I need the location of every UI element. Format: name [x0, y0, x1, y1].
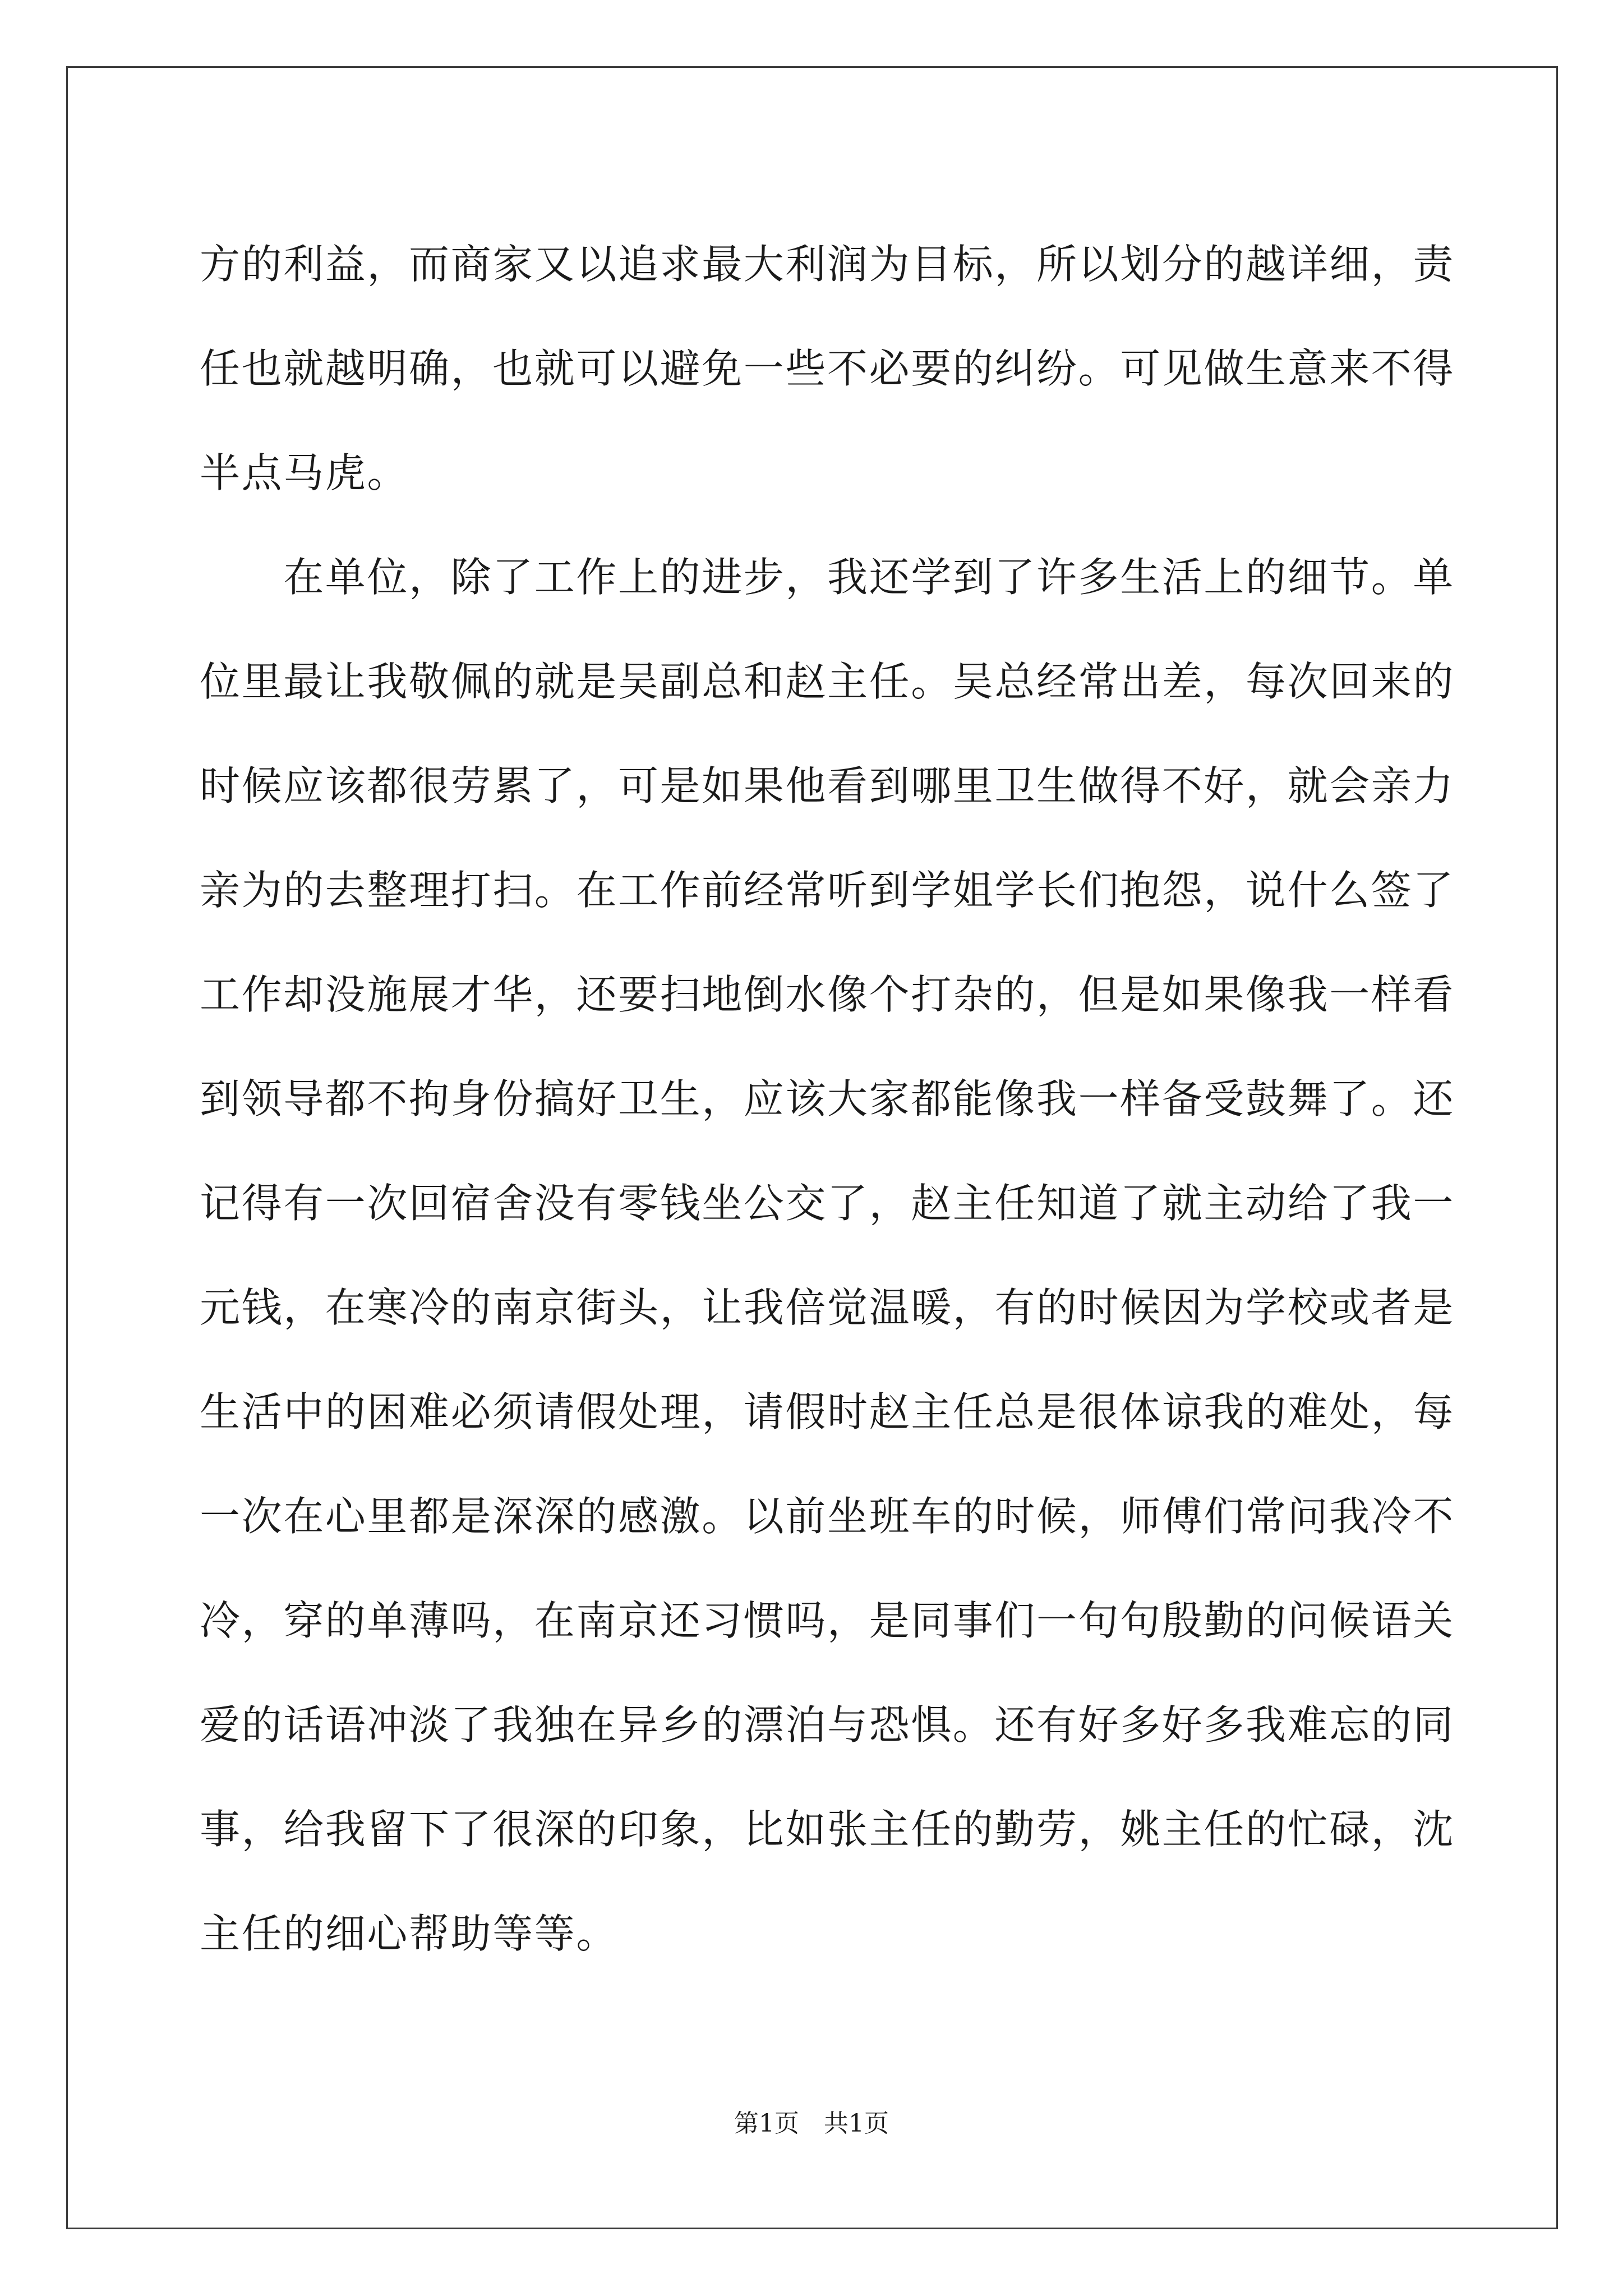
text-line: 记得有一次回宿舍没有零钱坐公交了，赵主任知道了就主动给了我一 [200, 1180, 1455, 1227]
text-line: 到领导都不拘身份搞好卫生，应该大家都能像我一样备受鼓舞了。还 [200, 1075, 1455, 1122]
document-body [200, 212, 1455, 1986]
text-line: 元钱，在寒冷的南京街头，让我倍觉温暖，有的时候因为学校或者是 [200, 1284, 1455, 1331]
text-line: 一次在心里都是深深的感激。以前坐班车的时候，师傅们常问我冷不 [200, 1493, 1455, 1540]
text-line: 位里最让我敬佩的就是吴副总和赵主任。吴总经常出差，每次回来的 [200, 658, 1455, 705]
text-line: 事，给我留下了很深的印象，比如张主任的勤劳，姚主任的忙碌，沈 [200, 1806, 1455, 1853]
text-line: 生活中的困难必须请假处理，请假时赵主任总是很体谅我的难处，每 [200, 1388, 1455, 1435]
text-line: 任也就越明确，也就可以避免一些不必要的纠纷。可见做生意来不得 [200, 345, 1455, 392]
page-number-footer: 第1页 共1页 [734, 2109, 889, 2138]
text-line: 主任的细心帮助等等。 [200, 1910, 619, 1957]
text-line: 在单位，除了工作上的进步，我还学到了许多生活上的细节。单 [200, 554, 1455, 601]
text-line: 时候应该都很劳累了，可是如果他看到哪里卫生做得不好，就会亲力 [200, 762, 1455, 809]
text-line: 爱的话语冲淡了我独在异乡的漂泊与恐惧。还有好多好多我难忘的同 [200, 1701, 1455, 1749]
text-line: 工作却没施展才华，还要扫地倒水像个打杂的，但是如果像我一样看 [200, 971, 1455, 1018]
text-line: 方的利益，而商家又以追求最大利润为目标，所以划分的越详细，责 [200, 241, 1455, 288]
text-line: 冷，穿的单薄吗，在南京还习惯吗，是同事们一句句殷勤的问候语关 [200, 1597, 1455, 1644]
text-line: 半点马虎。 [200, 449, 409, 496]
text-line: 亲为的去整理打扫。在工作前经常听到学姐学长们抱怨，说什么签了 [200, 867, 1455, 914]
